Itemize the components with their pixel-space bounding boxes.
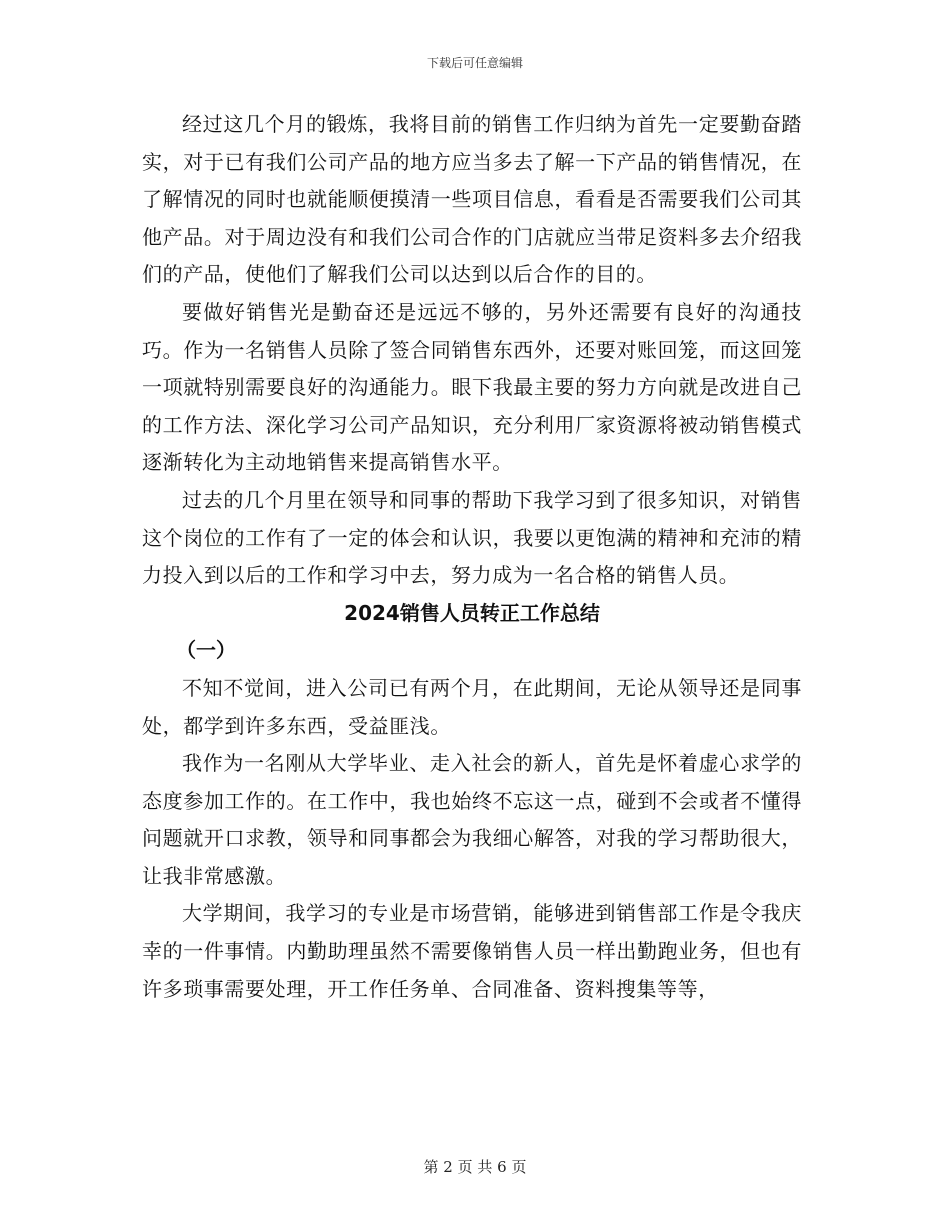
paragraph-1: 经过这几个月的锻炼，我将目前的销售工作归纳为首先一定要勤奋踏实，对于已有我们公司产品的地方应当多去了解一下产品的销售情况，在了解情况的同时也就能顺便摸清一些项目信息，看看是否需要我们公司其他产品。对于周边没有和我们公司合作的门店就应当带足资料多去介绍我们的产品，使他们了解我们公司以达到以后合作的目的。 [142, 112, 802, 287]
section-heading: （一） [176, 638, 236, 663]
paragraph-4: 不知不觉间，进入公司已有两个月，在此期间，无论从领导还是同事处，都学到许多东西，受益匪浅。 [142, 675, 802, 738]
page-number: 第 2 页 共 6 页 [423, 1158, 527, 1176]
document-title: 2024销售人员转正工作总结 [344, 600, 600, 625]
paragraph-5: 我作为一名刚从大学毕业、走入社会的新人，首先是怀着虚心求学的态度参加工作的。在工作中，我也始终不忘这一点，碰到不会或者不懂得问题就开口求教，领导和同事都会为我细心解答，对我的学习帮助很大，让我非常感激。 [142, 751, 802, 888]
page-header-note: 下载后可任意编辑 [426, 56, 523, 70]
paragraph-3: 过去的几个月里在领导和同事的帮助下我学习到了很多知识，对销售这个岗位的工作有了一定的体会和认识，我要以更饱满的精神和充沛的精力投入到以后的工作和学习中去，努力成为一名合格的销售人员。 [142, 487, 802, 588]
paragraph-2: 要做好销售光是勤奋还是远远不够的，另外还需要有良好的沟通技巧。作为一名销售人员除了签合同销售东西外，还要对账回笼，而这回笼一项就特别需要良好的沟通能力。眼下我最主要的努力方向就是改进自己的工作方法、深化学习公司产品知识，充分利用厂家资源将被动销售模式逐渐转化为主动地销售来提高销售水平。 [142, 299, 802, 475]
paragraph-6: 大学期间，我学习的专业是市场营销，能够进到销售部工作是令我庆幸的一件事情。内勤助理虽然不需要像销售人员一样出勤跑业务，但也有许多琐事需要处理，开工作任务单、合同准备、资料搜集等等， [142, 901, 802, 1001]
document-body [142, 106, 802, 1008]
